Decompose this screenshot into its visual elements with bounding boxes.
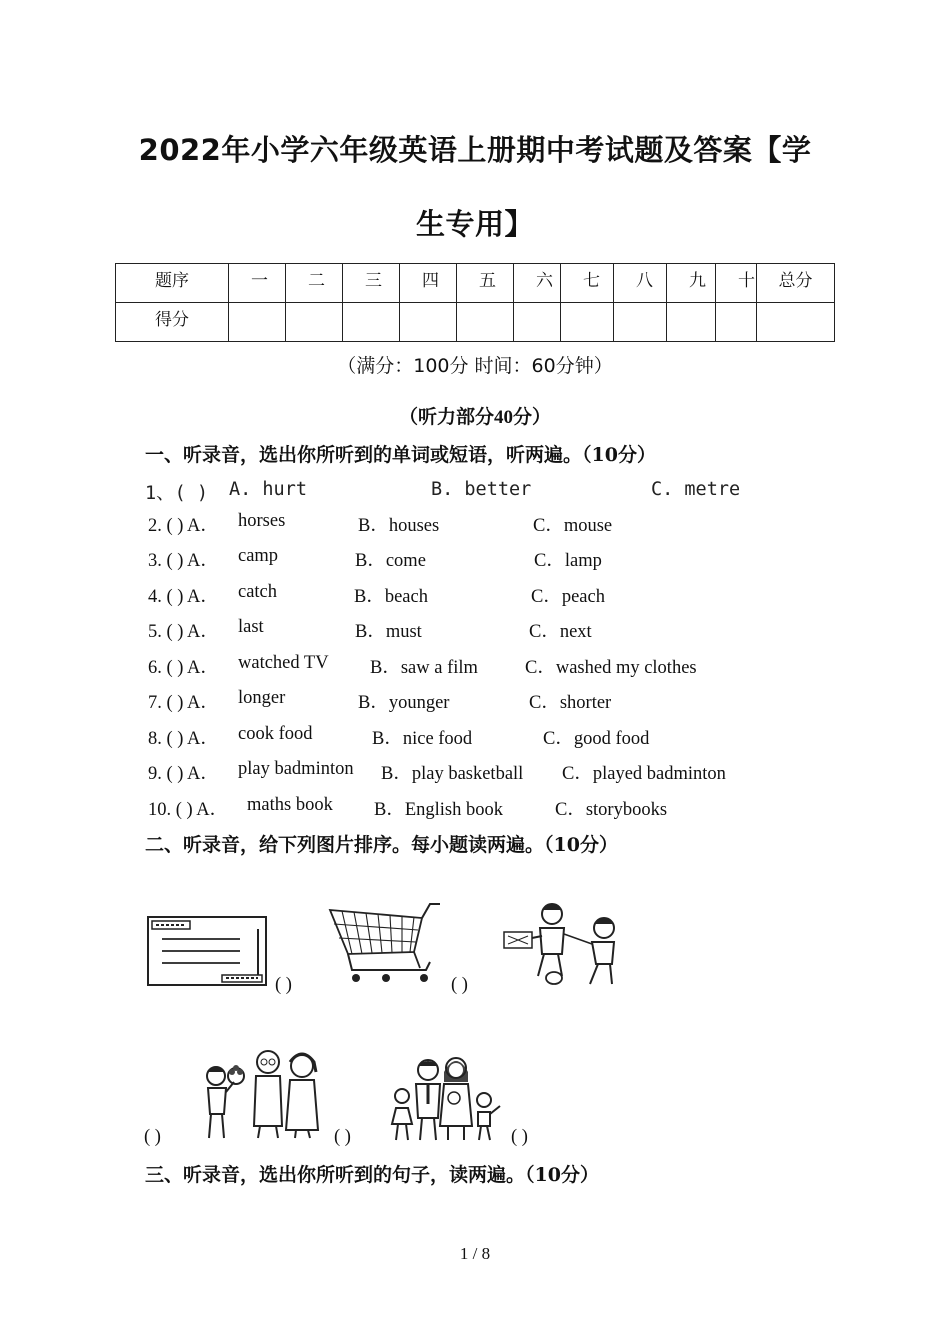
table-cell: 四 xyxy=(400,264,457,303)
q6-number: 6. ( ) A． xyxy=(148,658,219,678)
q3-option-b[interactable]: B．come xyxy=(355,551,426,571)
score-table-score-row xyxy=(116,303,835,342)
score-cell[interactable] xyxy=(561,303,614,342)
q6-option-c[interactable]: C．washed my clothes xyxy=(525,658,697,678)
q1-option-b[interactable]: B. better xyxy=(431,479,532,500)
picture-2-blank[interactable]: ( ) xyxy=(451,975,468,995)
table-cell: 八 xyxy=(614,264,667,303)
q1-option-a[interactable]: A. hurt xyxy=(229,479,307,500)
q8-number: 8. ( ) A． xyxy=(148,729,219,749)
q8-option-b[interactable]: B．nice food xyxy=(372,729,473,749)
q2-number: 2. ( ) A． xyxy=(148,516,219,536)
grandparents-picture xyxy=(200,1046,330,1140)
q5-option-b[interactable]: B．must xyxy=(355,622,422,642)
q10-option-c[interactable]: C．storybooks xyxy=(555,800,668,820)
q5-number: 5. ( ) A． xyxy=(148,622,219,642)
table-cell: 六 xyxy=(514,264,561,303)
q8-option-a[interactable]: cook food xyxy=(238,724,313,744)
page-title: 2022年小学六年级英语上册期中考试题及答案【学 xyxy=(138,133,812,167)
q4-option-c[interactable]: C．peach xyxy=(531,587,605,607)
q9-option-c[interactable]: C．played badminton xyxy=(562,764,726,784)
page-title-continued: 生专用】 xyxy=(415,207,534,241)
q7-number: 7. ( ) A． xyxy=(148,693,219,713)
table-cell: 总分 xyxy=(757,264,835,303)
table-cell: 九 xyxy=(667,264,716,303)
picture-1-blank[interactable]: ( ) xyxy=(275,975,292,995)
q10-number: 10. ( ) A． xyxy=(148,800,229,820)
page-number: 1 / 8 xyxy=(459,1244,491,1263)
family-picture xyxy=(384,1054,506,1144)
q1-number: 1、( ) xyxy=(145,483,209,504)
q2-option-a[interactable]: horses xyxy=(238,511,286,531)
picture-4-blank[interactable]: ( ) xyxy=(144,1127,161,1147)
score-table-header-row xyxy=(116,264,835,303)
section1-title: 一、听录音，选出你所听到的单词或短语，听两遍。（10分） xyxy=(145,444,656,466)
q6-option-a[interactable]: watched TV xyxy=(238,653,329,673)
table-cell: 二 xyxy=(286,264,343,303)
q5-option-c[interactable]: C．next xyxy=(529,622,592,642)
q8-option-c[interactable]: C．good food xyxy=(543,729,650,749)
q1-option-c[interactable]: C. metre xyxy=(651,479,741,500)
q10-option-b[interactable]: B．English book xyxy=(374,800,503,820)
score-cell[interactable] xyxy=(614,303,667,342)
score-cell[interactable] xyxy=(514,303,561,342)
section2-title: 二、听录音，给下列图片排序。每小题读两遍。（10分） xyxy=(145,834,618,856)
score-cell[interactable] xyxy=(716,303,757,342)
score-cell[interactable] xyxy=(286,303,343,342)
section3-title: 三、听录音，选出你所听到的句子，读两遍。（10分） xyxy=(145,1164,599,1186)
q10-option-a[interactable]: maths book xyxy=(247,795,333,815)
table-cell: 十 xyxy=(716,264,757,303)
score-cell[interactable] xyxy=(757,303,835,342)
table-cell: 七 xyxy=(561,264,614,303)
q3-number: 3. ( ) A． xyxy=(148,551,219,571)
table-cell: 三 xyxy=(343,264,400,303)
q4-option-b[interactable]: B．beach xyxy=(354,587,428,607)
q4-option-a[interactable]: catch xyxy=(238,582,278,602)
score-table xyxy=(115,263,835,342)
exam-meta: （满分：100分 时间：60分钟） xyxy=(337,355,613,377)
table-cell: 题序 xyxy=(116,264,229,303)
q9-option-b[interactable]: B．play basketball xyxy=(381,764,524,784)
q2-option-b[interactable]: B．houses xyxy=(358,516,440,536)
table-cell: 一 xyxy=(229,264,286,303)
kids-playing-picture xyxy=(498,898,624,990)
card-picture xyxy=(146,915,268,987)
q9-option-a[interactable]: play badminton xyxy=(238,759,354,779)
q5-option-a[interactable]: last xyxy=(238,617,264,637)
table-cell: 得分 xyxy=(116,303,229,342)
q9-number: 9. ( ) A． xyxy=(148,764,219,784)
score-cell[interactable] xyxy=(457,303,514,342)
q3-option-c[interactable]: C．lamp xyxy=(534,551,602,571)
listening-header: （听力部分40分） xyxy=(398,407,551,428)
q7-option-a[interactable]: longer xyxy=(238,688,286,708)
score-cell[interactable] xyxy=(400,303,457,342)
q2-option-c[interactable]: C．mouse xyxy=(533,516,613,536)
table-cell: 五 xyxy=(457,264,514,303)
q6-option-b[interactable]: B．saw a film xyxy=(370,658,478,678)
q3-option-a[interactable]: camp xyxy=(238,546,279,566)
q7-option-b[interactable]: B．younger xyxy=(358,693,450,713)
score-cell[interactable] xyxy=(343,303,400,342)
picture-6-blank[interactable]: ( ) xyxy=(511,1127,528,1147)
score-cell[interactable] xyxy=(229,303,286,342)
shopping-cart-picture xyxy=(326,902,444,986)
q4-number: 4. ( ) A． xyxy=(148,587,219,607)
score-cell[interactable] xyxy=(667,303,716,342)
q7-option-c[interactable]: C．shorter xyxy=(529,693,612,713)
picture-5-blank[interactable]: ( ) xyxy=(334,1127,351,1147)
